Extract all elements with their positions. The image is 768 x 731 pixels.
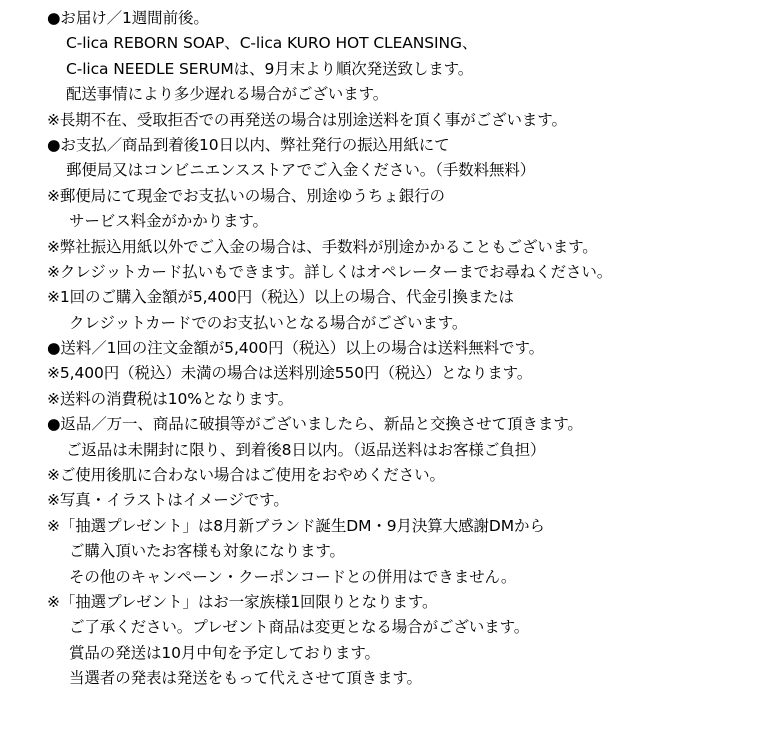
payment-heading: ●お支払／商品到着後10日以内、弊社発行の振込用紙にて [47,135,450,154]
lottery-limit-line-2: ご了承ください。プレゼント商品は変更となる場合がございます。 [69,618,530,637]
delivery-heading: ●お届け／1週間前後。 [47,9,209,27]
prize-shipping-line: 賞品の発送は10月中旬を予定しております。 [69,643,380,662]
lottery-note-line-1: ※「抽選プレゼント」は8月新ブランド誕生DM・9月決算大感謝DMから [47,516,545,535]
winner-announcement-line: 当選者の発表は発送をもって代えさせて頂きます。 [69,669,422,688]
credit-card-note: ※クレジットカード払いもできます。詳しくはオペレーターまでお尋ねください。 [47,262,613,281]
delivery-products-line-1: C-lica REBORN SOAP、C-lica KURO HOT CLEANSING、 [66,34,478,53]
redelivery-fee-note: ※長期不在、受取拒否での再発送の場合は別途送料を頂く事がございます。 [47,110,567,129]
delivery-products-line-2: C-lica NEEDLE SERUMは、9月末より順次発送致します。 [66,59,474,78]
other-payment-fee-note: ※弊社振込用紙以外でご入金の場合は、手数料が別途かかることもございます。 [47,237,598,256]
skin-reaction-note: ※ご使用後肌に合わない場合はご使用をおやめください。 [47,466,445,485]
shipping-tax-note: ※送料の消費税は10%となります。 [47,389,293,408]
postal-cash-note-line-2: サービス料金がかかります。 [69,212,268,231]
notice-text-block [47,6,759,692]
shipping-heading: ●送料／1回の注文金額が5,400円（税込）以上の場合は送料無料です。 [47,339,545,358]
delivery-delay-note: 配送事情により多少遅れる場合がございます。 [66,85,389,104]
payment-method-line: 郵便局又はコンビニエンスストアでご入金ください。（手数料無料） [66,161,536,180]
lottery-note-line-3: その他のキャンペーン・クーポンコードとの併用はできません。 [69,567,517,586]
shipping-fee-note: ※5,400円（税込）未満の場合は送料別途550円（税込）となります。 [47,364,533,383]
returns-condition-line: ご返品は未開封に限り、到着後8日以内。（返品送料はお客様ご負担） [66,440,546,459]
lottery-limit-line-1: ※「抽選プレゼント」はお一家族様1回限りとなります。 [47,592,438,611]
cod-note-line-1: ※1回のご購入金額が5,400円（税込）以上の場合、代金引換または [47,288,514,307]
image-disclaimer: ※写真・イラストはイメージです。 [47,491,289,510]
lottery-note-line-2: ご購入頂いたお客様も対象になります。 [69,542,345,561]
cod-note-line-2: クレジットカードでのお支払いとなる場合がございます。 [69,313,468,332]
returns-heading: ●返品／万一、商品に破損等がございましたら、新品と交換させて頂きます。 [47,415,583,434]
postal-cash-note-line-1: ※郵便局にて現金でお支払いの場合、別途ゆうちょ銀行の [47,186,445,205]
